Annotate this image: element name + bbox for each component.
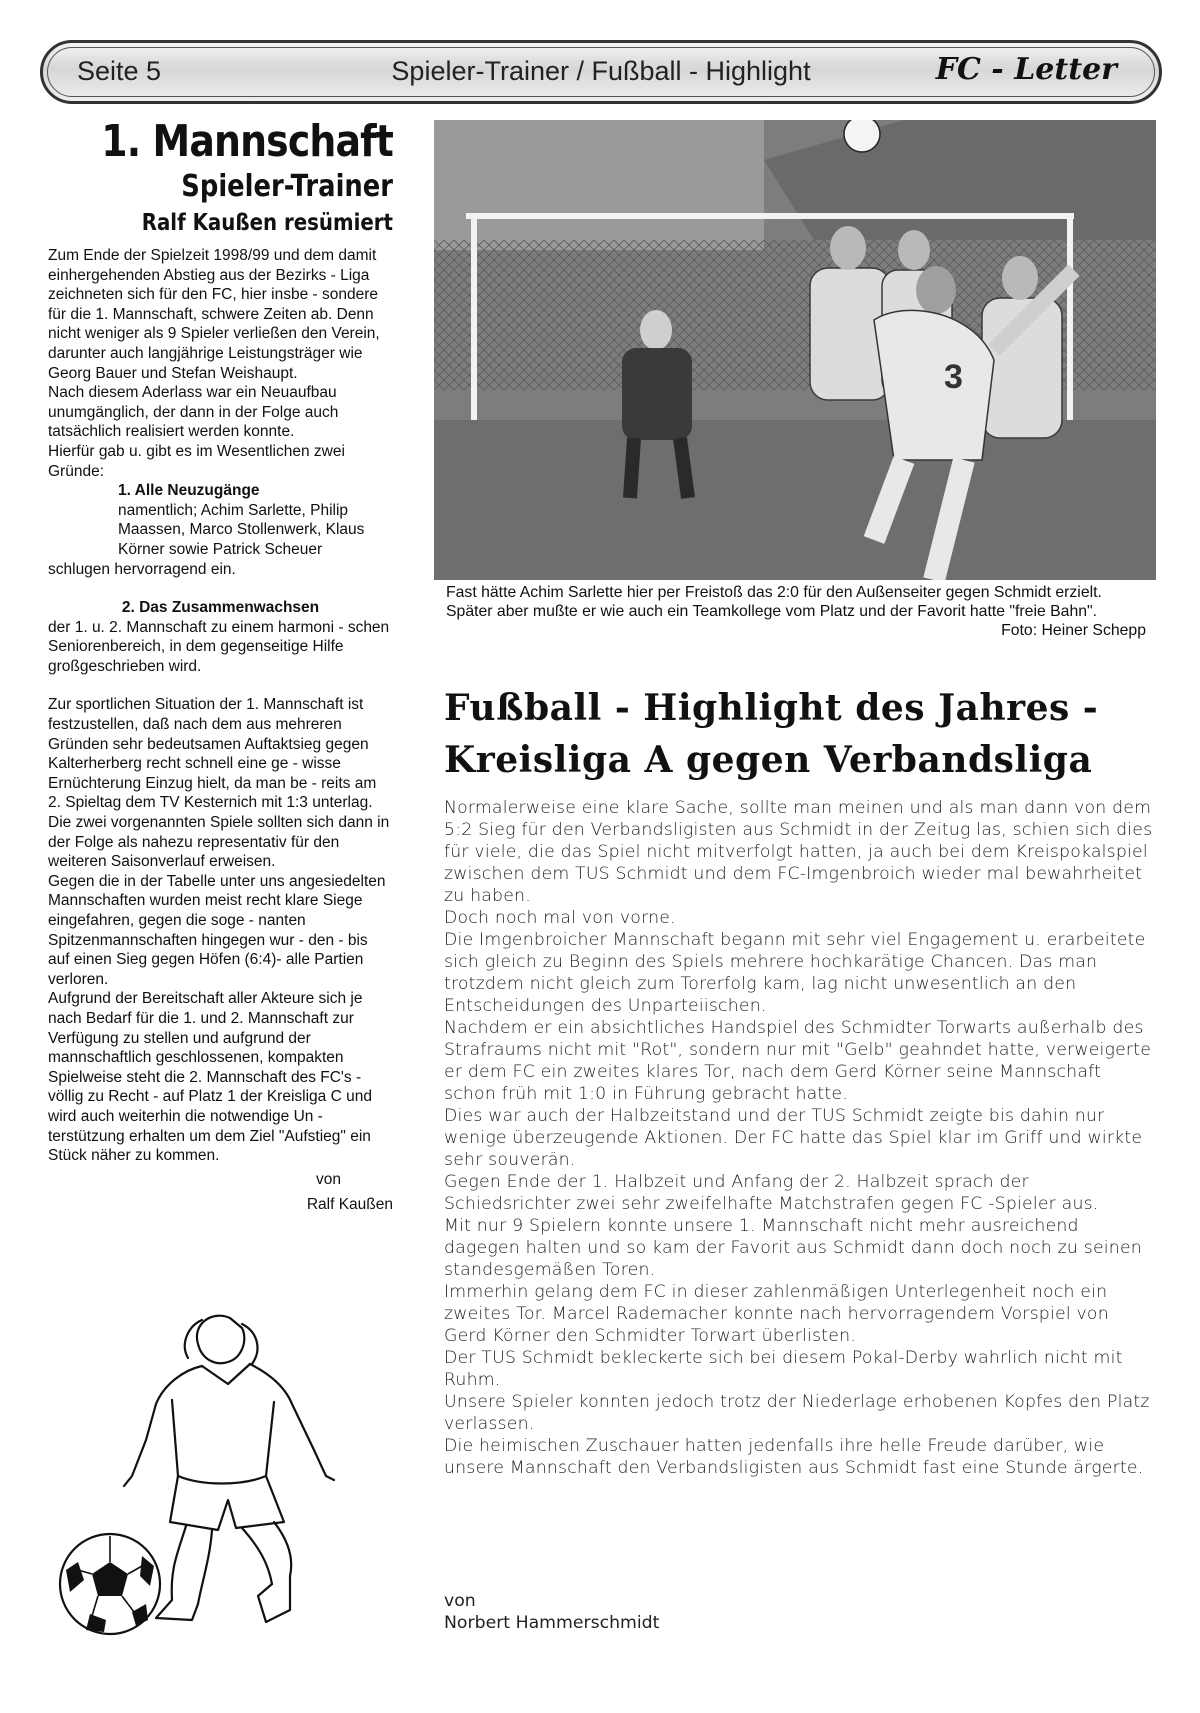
svg-text:3: 3 <box>944 358 963 396</box>
right-paragraph: Die heimischen Zuschauer hatten jedenfalls ihre helle Freude darüber, wie unsere Mannschaft den Verbandsligisten aus Schmidt fast eine Stunde ärgerte. <box>444 1436 1144 1478</box>
point-one <box>48 481 393 559</box>
header-brand: FC - Letter <box>935 52 1117 87</box>
point-one-title: 1. Alle Neuzugänge <box>118 482 260 500</box>
left-article-title: 1. Mannschaft <box>101 116 393 167</box>
right-article-headline <box>444 682 1156 786</box>
left-paragraph: Gegen die in der Tabelle unter uns angesiedelten Mannschaften wurden meist recht klare Siege eingefahren, gegen die soge - nanten Spitzenmannschaften hingegen wur - den - bis auf einen Sieg gegen Höfen (6:4)- alle Partien verloren. <box>48 872 386 988</box>
right-article-author: Norbert Hammerschmidt <box>444 1613 660 1633</box>
point-one-text: namentlich; Achim Sarlette, Philip Maassen, Marco Stollenwerk, Klaus Körner sowie Patrick Scheuer <box>118 501 365 558</box>
soccer-player-drawing <box>52 1300 382 1640</box>
left-article <box>48 116 393 1215</box>
left-paragraph: Die zwei vorgenannten Spiele sollten sich dann in der Folge als nahezu representativ für den weiteren Saisonverlauf erweisen. <box>48 814 390 871</box>
right-paragraph: Immerhin gelang dem FC in dieser zahlenmäßigen Unterlegenheit noch ein zweites Tor. Marcel Rademacher konnte nach hervorragendem Vorspiel von Gerd Körner den Schmidter Torwart überlisten. <box>444 1282 1109 1346</box>
header-banner <box>40 40 1162 104</box>
left-article-sign-von: von <box>316 1170 341 1188</box>
left-paragraph: Zum Ende der Spielzeit 1998/99 und dem damit einhergehenden Abstieg aus der Bezirks - Liga zeichneten sich für den FC, hier insbe - sondere für die 1. Mannschaft, schwere Zeiten ab. Denn nicht weniger als 9 Spieler verließen den Verein, darunter auch langjährige Leistungsträger wie Georg Bauer und Stefan Weishaupt. <box>48 247 380 382</box>
left-paragraph: Aufgrund der Bereitschaft aller Akteure sich je nach Bedarf für die 1. und 2. Mannschaft zur Verfügung zu stellen und aufgrund der mannschaftlich geschlossenen, kompakten Spielweise steht die 2. Mannschaft des FC's - völlig zu Recht - auf Platz 1 der Kreisliga C und wird auch weiterhin die notwendige Un - terstützung erhalten um dem Ziel "Aufstieg" ein Stück näher zu kommen. <box>48 990 372 1165</box>
photo-caption-text: Fast hätte Achim Sarlette hier per Freistoß das 2:0 für den Außenseiter gegen Schmidt erzielt. Später aber mußte er wie auch ein Teamkollege vom Platz und der Favorit hatte "freie Bahn". <box>446 584 1102 620</box>
left-article-kicker: Ralf Kaußen resümiert <box>141 210 393 236</box>
right-paragraph: Dies war auch der Halbzeitstand und der TUS Schmidt zeigte bis dahin nur wenige überzeugende Aktionen. Der FC hatte das Spiel klar im Griff und wirkte sehr souverän. <box>444 1106 1143 1170</box>
photo-caption <box>446 583 1146 640</box>
left-paragraph: Nach diesem Aderlass war ein Neuaufbau unumgänglich, der dann in der Folge auch tatsächlich realisiert werden konnte. <box>48 384 339 441</box>
right-article-signature <box>444 1590 659 1634</box>
header-section: Spieler-Trainer / Fußball - Highlight <box>391 56 811 86</box>
left-paragraph: Hierfür gab u. gibt es im Wesentlichen zwei Gründe: <box>48 442 345 480</box>
right-paragraph: Die Imgenbroicher Mannschaft begann mit sehr viel Engagement u. erarbeitete sich gleich zu Beginn des Spiels mehrere hochkarätige Chancen. Das man trotzdem nicht gleich zum Torerfolg kam, lag nicht unwesentlich an den Entscheidungen des Unparteiischen. <box>444 930 1146 1016</box>
right-paragraph: Mit nur 9 Spielern konnte unsere 1. Mannschaft nicht mehr ausreichend dagegen halten und so kam der Favorit aus Schmidt dann doch noch zu seinen standesgemäßen Toren. <box>444 1216 1142 1280</box>
header-page-number: Seite 5 <box>77 56 162 86</box>
left-article-subtitle: Spieler-Trainer <box>181 169 393 204</box>
right-paragraph: Doch noch mal von vorne. <box>444 908 676 928</box>
right-paragraph: Nachdem er ein absichtliches Handspiel des Schmidter Torwarts außerhalb des Strafraums nicht mit "Rot", sondern nur mit "Gelb" geahndet hatte, verweigerte er dem FC ein zweites klares Tor, nach dem Gerd Körner seine Mannschaft schon früh mit 1:0 in Führung gebracht hatte. <box>444 1018 1152 1104</box>
right-paragraph: Der TUS Schmidt bekleckerte sich bei diesem Pokal-Derby wahrlich nicht mit Ruhm. <box>444 1348 1123 1390</box>
point-two-text: der 1. u. 2. Mannschaft zu einem harmoni - schen Seniorenbereich, in dem gegenseitige Hilfe großgeschrieben wird. <box>48 618 390 675</box>
match-photo <box>434 120 1156 580</box>
left-paragraph: Zur sportlichen Situation der 1. Mannschaft ist festzustellen, daß nach dem aus mehreren Gründen sehr bedeutsamen Auftaktsieg gegen Kalterherberg recht schnell eine ge - wisse Ernüchterung Einzug hielt, da man be - reits am 2. Spieltag dem TV Kesternich mit 1:3 unterlag. <box>48 696 377 812</box>
right-paragraph: Unsere Spieler konnten jedoch trotz der Niederlage erhobenen Kopfes den Platz verlassen. <box>444 1392 1150 1434</box>
right-paragraph: Normalerweise eine klare Sache, sollte man meinen und als man dann von dem 5:2 Sieg für den Verbandsligisten aus Schmidt in der Zeitug las, schien sich dies für viele, die das Spiel nicht mitverfolgt hatten, ja auch bei dem Kreispokalspiel zwischen dem TUS Schmidt und dem FC-Imgenbroich wieder mal bewahrheitet zu haben. <box>444 798 1153 906</box>
right-article-sign-von: von <box>444 1591 476 1611</box>
headline-line-1: Fußball - Highlight des Jahres - <box>444 687 1099 729</box>
photo-credit: Foto: Heiner Schepp <box>1001 622 1146 639</box>
point-one-end: schlugen hervorragend ein. <box>48 560 236 578</box>
left-article-author: Ralf Kaußen <box>306 1196 393 1214</box>
right-paragraph: Gegen Ende der 1. Halbzeit und Anfang der 2. Halbzeit sprach der Schiedsrichter zwei sehr zweifelhafte Matchstrafen gegen FC -Spieler aus. <box>444 1172 1099 1214</box>
point-two-title: 2. Das Zusammenwachsen <box>121 599 320 617</box>
right-article-body <box>444 797 1156 1479</box>
headline-line-2: Kreisliga A gegen Verbandsliga <box>444 739 1093 781</box>
